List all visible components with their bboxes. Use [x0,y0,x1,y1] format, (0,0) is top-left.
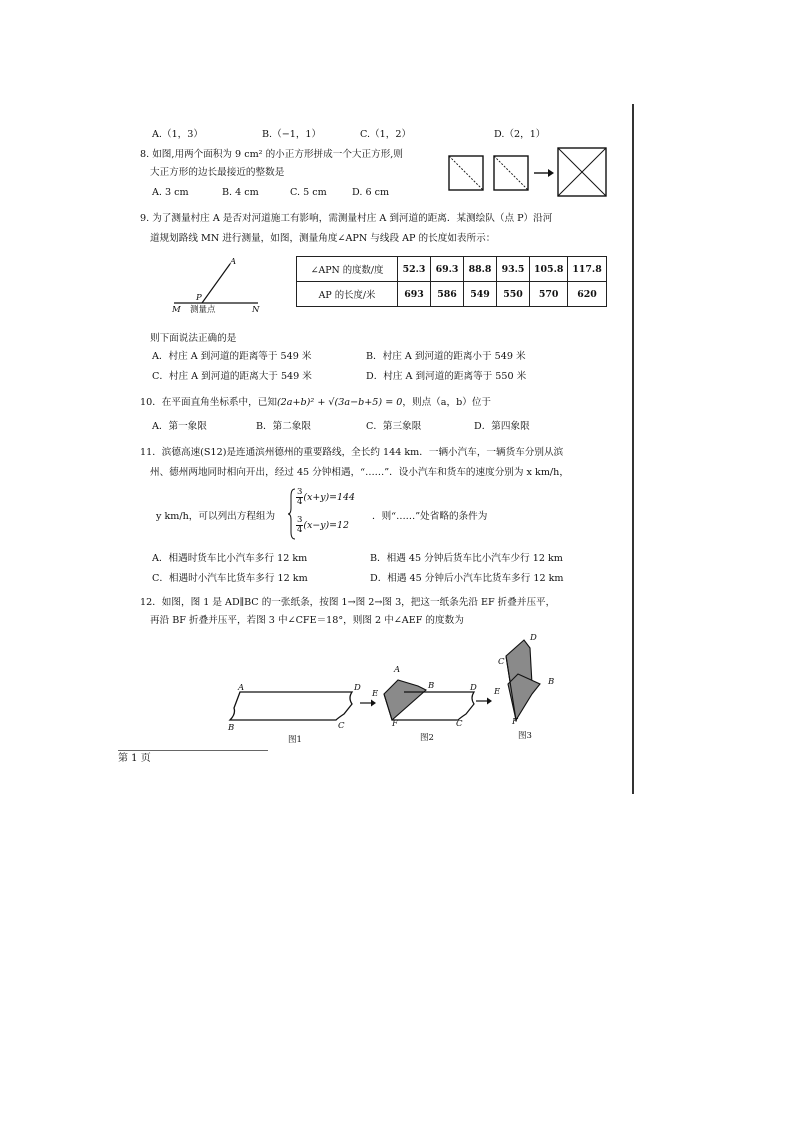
page-right-border [632,104,634,794]
q9-label-m: M [172,305,181,315]
fig2-label-f: F [392,719,398,729]
q9-stem-line1: 9. 为了测量村庄 A 是否对河道施工有影响，需测量村庄 A 到河道的距离．某测绘队（点 P）沿河 [140,213,553,224]
q10-option-d: D．第四象限 [474,421,530,432]
q9-row2-header: AP 的长度/米 [297,282,398,307]
q11-eq2 [296,516,349,535]
frac-numerator: 3 [297,515,303,525]
q10-stem-post: ，则点（a，b）位于 [402,397,492,408]
table-cell: 586 [431,282,464,307]
fig3-label-c: C [498,657,505,667]
q9-option-a: A．村庄 A 到河道的距离等于 549 米 [152,351,312,362]
q11-eq2-text: (x−y)=12 [303,520,349,531]
fig2-label-a: A [394,665,401,675]
q10-option-c: C．第三象限 [366,421,422,432]
table-cell: 93.5 [497,257,530,282]
q12-figure-3 [496,634,556,726]
arrow-head [548,169,554,177]
table-cell: 52.3 [398,257,431,282]
fig1-caption: 图1 [288,735,302,745]
table-cell: 620 [568,282,606,307]
fig2-label-b: B [428,681,435,691]
q10-option-b: B．第二象限 [256,421,312,432]
q8-squares-figure [448,154,608,204]
q8-stem-line2: 大正方形的边长最接近的整数是 [150,167,285,178]
q11-stem-line1: 11．滨德高速(S12)是连通滨州德州的重要路线，全长约 144 km．一辆小汽车，一辆货车分别从滨 [140,447,564,458]
q11-stem-line3-post: ．则“……”处省略的条件为 [372,511,488,522]
q8-stem-line1: 8. 如图,用两个面积为 9 cm² 的小正方形拼成一个大正方形,则 [140,149,403,160]
q9-row1-header: ∠APN 的度数/度 [297,257,398,282]
q10-stem [140,396,491,409]
table-cell: 550 [497,282,530,307]
q7-option-c: C.（1，2） [360,129,412,140]
q11-eq1-text: (x+y)=144 [303,492,355,503]
fig3-label-b: B [548,677,555,687]
q7-option-a: A.（1，3） [152,129,203,140]
q7-option-b: B.（−1，1） [262,129,322,140]
table-cell: 69.3 [431,257,464,282]
q9-option-c: C．村庄 A 到河道的距离大于 549 米 [152,371,312,382]
q10-stem-pre: 10．在平面直角坐标系中，已知 [140,397,277,408]
q12-arrow-2 [476,696,492,706]
q12-stem-line1: 12．如图，图 1 是 AD∥BC 的一张纸条，按图 1→图 2→图 3，把这一纸条先沿 EF 折叠并压平， [140,597,556,608]
q9-option-b: B．村庄 A 到河道的距离小于 549 米 [366,351,526,362]
fig2-caption: 图2 [420,733,434,743]
q12-stem-line2: 再沿 BF 折叠并压平，若图 3 中∠CFE＝18°，则图 2 中∠AEF 的度数为 [150,615,464,626]
q11-option-a: A．相遇时货车比小汽车多行 12 km [152,553,308,564]
table-cell: 88.8 [464,257,497,282]
fig3-label-e: E [494,687,501,697]
q11-option-c: C．相遇时小汽车比货车多行 12 km [152,573,308,584]
q9-option-d: D．村庄 A 到河道的距离等于 550 米 [366,371,527,382]
footer-rule [118,750,268,751]
q10-equation: (2a+b)² + √(3a−b+5) = 0 [276,397,403,408]
table-cell: 117.8 [568,257,606,282]
fig1-label-a: A [238,683,245,693]
q9-label-a: A [230,257,237,267]
q8-option-d: D. 6 cm [352,187,390,198]
q8-option-c: C. 5 cm [290,187,327,198]
q10-option-a: A．第一象限 [152,421,207,432]
q11-stem-line3-pre: y km/h，可以列出方程组为 [156,511,276,522]
table-row [297,282,607,307]
frac-denominator: 4 [297,497,303,507]
table-cell: 693 [398,282,431,307]
frac-numerator: 3 [297,487,303,497]
fig1-label-b: B [228,723,235,733]
table-cell: 570 [530,282,568,307]
table-cell: 549 [464,282,497,307]
fig2-label-e: E [372,689,379,699]
fig2-label-d: D [470,683,477,693]
q8-option-b: B. 4 cm [222,187,259,198]
q9-label-survey-point: 测量点 [190,305,216,315]
q11-stem-line2: 州、德州两地同时相向开出，经过 45 分钟相遇，“……”．设小汽车和货车的速度分别为 x km/h， [150,467,569,478]
fig2-label-c: C [456,719,463,729]
page-number: 第 1 页 [118,753,151,764]
fig1-label-d: D [354,683,361,693]
fig3-label-f: F [512,717,518,727]
q11-option-b: B．相遇 45 分钟后货车比小汽车少行 12 km [370,553,563,564]
q9-prompt: 则下面说法正确的是 [150,333,237,344]
fig3-caption: 图3 [518,731,532,741]
q7-option-d: D.（2，1） [494,129,546,140]
table-cell: 105.8 [530,257,568,282]
q9-label-p: P [196,293,202,303]
q9-data-table [296,256,607,307]
table-row [297,257,607,282]
fig1-label-c: C [338,721,345,731]
frac-denominator: 4 [297,525,303,535]
q11-eq1 [296,488,355,507]
q12-figure-1 [226,684,366,734]
q8-option-a: A. 3 cm [152,187,189,198]
q9-label-n: N [252,305,260,315]
fig3-label-d: D [530,633,537,643]
q9-stem-line2: 道规划路线 MN 进行测量，如图，测量角度∠APN 与线段 AP 的长度如表所示： [150,233,496,244]
q11-option-d: D．相遇 45 分钟后小汽车比货车多行 12 km [370,573,564,584]
